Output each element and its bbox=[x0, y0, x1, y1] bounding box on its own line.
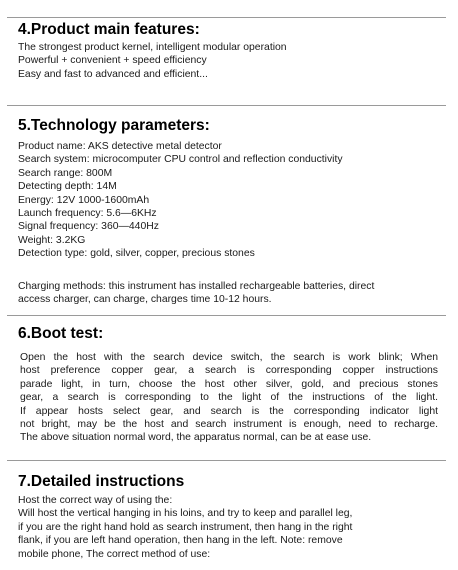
parameter-line: Energy: 12V 1000-1600mAh bbox=[18, 194, 150, 206]
text-line: parade light, in turn, choose the host other silver, gold, and precious stones bbox=[20, 378, 438, 390]
text-line: gear, a search is corresponding to the light of the instructions of the light. bbox=[20, 392, 438, 404]
section-heading: 4.Product main features: bbox=[18, 21, 200, 38]
section-body bbox=[20, 351, 438, 445]
parameter-line: Detecting depth: 14M bbox=[18, 181, 117, 193]
section-divider bbox=[7, 460, 446, 461]
text-line: if you are the right hand hold as search instrument, then hang in the right bbox=[18, 521, 353, 533]
text-line: not bright, may be the host and search instrument is enough, need to recharge. bbox=[20, 419, 438, 431]
parameter-line: Detection type: gold, silver, copper, precious stones bbox=[18, 248, 255, 260]
section-divider bbox=[7, 315, 446, 316]
text-line: mobile phone, The correct method of use: bbox=[18, 548, 211, 560]
parameter-line: Product name: AKS detective metal detector bbox=[18, 141, 222, 152]
section-heading: 6.Boot test: bbox=[18, 325, 104, 342]
text-line: Will host the vertical hanging in his loins, and try to keep and parallel leg, bbox=[18, 508, 353, 520]
parameter-line: Weight: 3.2KG bbox=[18, 234, 86, 246]
parameter-line: Search range: 800M bbox=[18, 167, 113, 179]
parameter-line: Search system: microcomputer CPU control and reflection conductivity bbox=[18, 154, 343, 166]
section-divider bbox=[7, 105, 446, 106]
text-line: If appear hosts select gear, and search is the corresponding indicator light bbox=[20, 405, 438, 417]
section-divider bbox=[7, 17, 446, 18]
text-line: flank, if you are left hand operation, then hang in the left. Note: remove bbox=[18, 535, 343, 547]
text-line: Powerful + convenient + speed efficiency bbox=[18, 55, 207, 67]
text-line: Charging methods: this instrument has installed rechargeable batteries, direct bbox=[18, 281, 375, 292]
charging-methods bbox=[18, 280, 444, 307]
section-body bbox=[18, 494, 444, 561]
text-line: Easy and fast to advanced and efficient... bbox=[18, 68, 208, 80]
section-heading: 7.Detailed instructions bbox=[18, 473, 185, 490]
text-line: Host the correct way of using the: bbox=[18, 495, 173, 506]
text-line: Open the host with the search device switch, the search is work blink; When bbox=[20, 352, 438, 363]
parameter-line: Launch frequency: 5.6—6KHz bbox=[18, 208, 157, 220]
text-line: The strongest product kernel, intelligent modular operation bbox=[18, 42, 287, 53]
text-line: host preference copper gear, a search is corresponding copper instructions bbox=[20, 365, 438, 377]
text-line: The above situation normal word, the apparatus normal, can be at ease use. bbox=[20, 432, 372, 444]
parameter-line: Signal frequency: 360—440Hz bbox=[18, 221, 159, 233]
text-line: access charger, can charge, charges time 10-12 hours. bbox=[18, 294, 272, 306]
section-body bbox=[18, 41, 444, 81]
section-heading: 5.Technology parameters: bbox=[18, 117, 210, 134]
parameter-list bbox=[18, 140, 444, 261]
